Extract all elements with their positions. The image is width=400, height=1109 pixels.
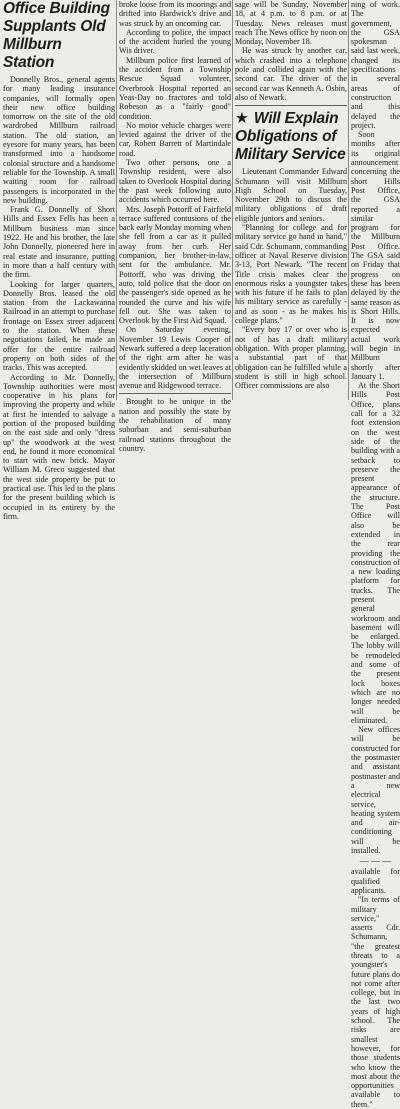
- column-1: [3, 0, 115, 521]
- column-3: [235, 0, 347, 400]
- article-paragraph: available for qualified applicants.: [351, 867, 400, 895]
- article-paragraph: Mrs. Joseph Pottorff of Fairfield terrace suffered contusions of the back early Monday morning when she fell from a car as it pulled away from her curb. Her companion, her brother-in-law, sent for the ambulance. Mr. Pottorff, who was driving the auto, told police that the door on the passenger's side opened as he rounded the curve and his wife fell out. She was taken to Overlook by the First Aid Squad.: [119, 204, 231, 326]
- office-building-headline: Office Building Supplants Old Millburn Station: [3, 0, 110, 71]
- article-paragraph: New offices will be constructed for the postmaster and assistant postmaster and a new electrical service, heating system and air-conditioning will be installed.: [351, 725, 400, 856]
- article-divider: [235, 105, 347, 106]
- article-paragraph: sage will be Sunday, November 18, at 4 p.m. to 8 p.m. or at Tuesday. News releases must reach The News office by noon on Monday, November 18.: [235, 0, 347, 47]
- star-icon: ★: [235, 109, 254, 128]
- military-service-headline-text: Will Explain Obligations of Military Service: [235, 110, 346, 164]
- article-paragraph: According to Mr. Donnelly, Township authorities were most cooperative in his plans for improving the property and while at first he intended to salvage a portion of the proposed building on the east side and only "dress up" the woodwork at the west end, he found it more economical to start with new brick. Mayor William M. Greco suggested that the west side property be put to practical use. This led to the plans for the present building which is occupied in its entirety by the firm.: [3, 372, 115, 521]
- column-4: [351, 0, 400, 1109]
- article-paragraph: Lieutenant Commander Edward Schumann will visit Millburn High School on Tuesday, November 29th to discuss the military obligations of draft eligible juniors and seniors.: [235, 167, 347, 223]
- military-service-headline: [235, 109, 347, 164]
- column-rule: [348, 0, 349, 400]
- article-paragraph: Donnelly Bros., general agents for many leading insurance companies, will formally open their new office building tomorrow on the site of the old wardrobed Millburn railroad station. The old station, an eyesore for many years, has been transformed into a handsome colonial structure and a handsome reliable for the Township. A small waiting room for railroad passengers is incorporated in the new building.: [3, 75, 115, 205]
- column-rule: [232, 0, 233, 400]
- article-paragraph: Two other persons, one a Township resident, were also taken to Overlook Hospital during the past week following auto accidents which occurred here.: [119, 158, 231, 205]
- article-paragraph: According to police, the impact of the accident hurled the young Wis driver.: [119, 27, 231, 56]
- column-2: [119, 0, 231, 453]
- article-paragraph: Soon months after its original announcement concerning the short Hills Post Office, the GSA reported a similar program for the Millburn Post Office. The GSA said on Friday that progress on these has been delayed by the same reason as is Short Hills. It is now expected actual work will begin in Millburn shortly after January 1.: [351, 130, 400, 381]
- article-paragraph: On Saturday evening, November 19 Lewis Cooper of Newark suffered a deep laceration of the right arm after he was evidently skidded on wet leaves at the intersection of Millburn avenue and Ridgewood terrace.: [119, 325, 231, 391]
- article-paragraph: Brought to be unique in the nation and possibly the state by the rehabilitation of many suburban and semi-suburban railroad stations throughout the country.: [119, 397, 231, 453]
- column-rule: [116, 0, 117, 400]
- article-paragraph: Frank G. Donnelly of Short Hills and Essex Fells has been a Millburn business man since 1922. He and his brother, the late John Donnelly, pioneered here in real estate and insurance, putting in more than a half century with the firm.: [3, 205, 115, 280]
- article-paragraph: broke loose from its moorings and drifted into Hardwick's drive and was struck by an oncoming car.: [119, 0, 231, 28]
- article-paragraph: "Every boy 17 or over who is not of has a draft military obligation. With proper planning, a substantial part of that obligation can be fulfilled while a student is still in high school. Officer commissions are also: [235, 325, 347, 391]
- article-paragraph: ning of work. The government, the GSA spokesman said last week, changed its specifications in several areas of construction and this delayed the project.: [351, 0, 400, 130]
- article-divider: [119, 393, 231, 394]
- article-paragraph: Looking for larger quarters, Donnelly Bros. leased the old station from the Lackawanna Railroad in an attempt to purchase frontage on Essex street adjacent to the station. When these negotiations failed, he made an offer for the entire railroad property on both sides of the tracks. This was accepted.: [3, 279, 115, 373]
- article-paragraph: Millburn police first learned of the accident from a Township Rescue Squad volunteer, Overbrook Hospital reported an Yeas-Day no fractures and told Robeson as a "fairly good" condition.: [119, 55, 231, 121]
- article-paragraph: No motor vehicle charges were levied against the driver of the car, Robert Barrett of Martindale road.: [119, 120, 231, 158]
- article-paragraph: He was struck by another car, which crashed into a telephone pole and collided again with the second car. The driver of the second car was Kenneth A. Osbin, also of Newark.: [235, 46, 347, 102]
- article-paragraph: "Planning for college and for military service go hand in hand," said Cdr. Schumann, commanding officer at Naval Reserve division 3-13, Port Newark. "The recent Title crisis makes clear the enormous risks a youngster takes with his future if he fails to plan his military service as carefully - and as soon - as he makes his college plans.": [235, 223, 347, 326]
- section-separator: — — —: [359, 856, 392, 867]
- article-paragraph: At the Short Hills Post Office, plans call for a 32 foot extension on the west side of the building with a setback to preserve the present appearance of the structure. The Post Office will also be extended in the rear providing the construction of a new loading platform for trucks. The present general workroom and basement will be enlarged. The lobby will be remodeled and some of the present lock boxes which are no longer needed will be eliminated.: [351, 381, 400, 725]
- article-paragraph: "In terms of military service," asserts Cdr. Schumann, "the greatest threats to a youngster's future plans do not come after college, but in the last two years of high school. The risks are smallest however, for those students who know the most about the opportunities available to them.": [351, 895, 400, 1109]
